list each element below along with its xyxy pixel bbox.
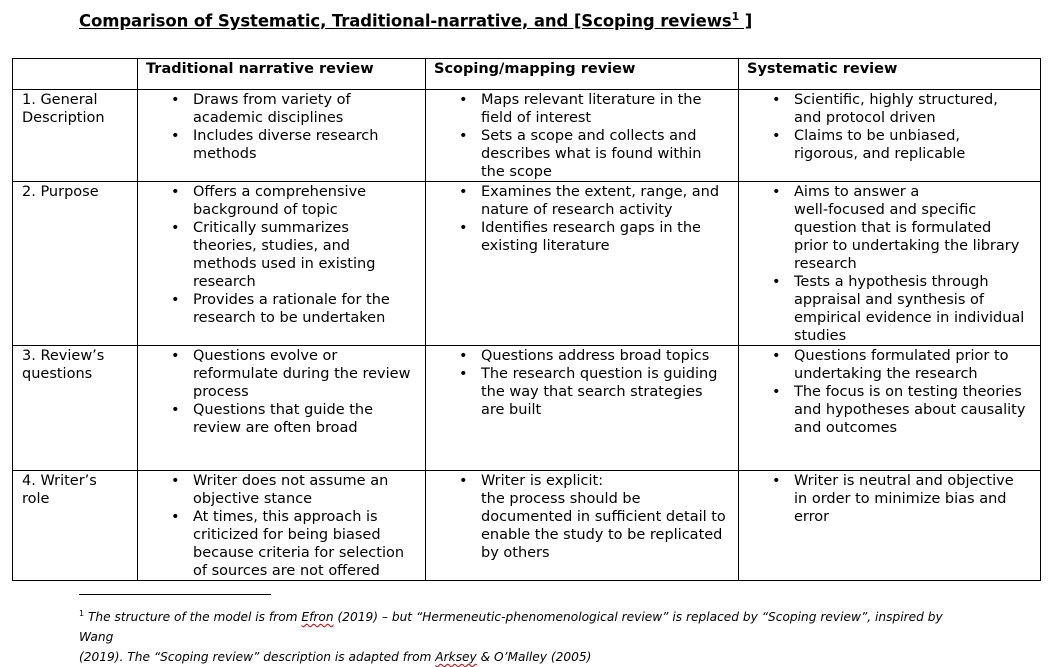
bullet-line: • Sets a scope and collects and <box>481 128 697 144</box>
bullet-line: • Identifies research gaps in the <box>481 220 701 236</box>
bullet-line: • The focus is on testing theories <box>794 384 1022 400</box>
bullet-line: research <box>193 274 256 290</box>
bullet-line: the way that search strategies <box>481 384 703 400</box>
footnote-separator <box>79 594 271 595</box>
bullet-line: the process should be <box>481 491 641 507</box>
bullet-item <box>138 347 419 401</box>
row-label <box>13 182 138 346</box>
row-label <box>13 346 138 471</box>
cell-traditional <box>138 182 426 346</box>
bullet-line: nature of research activity <box>481 202 673 218</box>
bullet-line: the scope <box>481 164 552 180</box>
table-row <box>13 471 1041 581</box>
bullet-line: • Writer does not assume an <box>193 473 389 489</box>
title-bracket-close: ] <box>739 11 753 31</box>
bullet-line: and protocol driven <box>794 110 936 126</box>
bullet-line: because criteria for selection <box>193 545 405 561</box>
cell-systematic <box>739 346 1041 471</box>
bullet-line: • Scientific, highly structured, <box>794 92 998 108</box>
row-label-line: questions <box>22 366 93 382</box>
cell-traditional <box>138 90 426 182</box>
bullet-item <box>739 91 1034 127</box>
bullet-item <box>739 383 1034 437</box>
bullet-item <box>426 183 732 219</box>
bullet-line: well-focused and specific <box>794 202 977 218</box>
bullet-line: • Claims to be unbiased, <box>794 128 961 144</box>
bullet-line: review are often broad <box>193 420 358 436</box>
bullet-line: error <box>794 509 830 525</box>
bullet-line: • Writer is neutral and objective <box>794 473 1014 489</box>
bullet-item <box>426 219 732 255</box>
bullet-line: in order to minimize bias and <box>794 491 1007 507</box>
bullet-item <box>426 347 732 365</box>
bullet-list <box>426 182 738 255</box>
bullet-item <box>426 365 732 419</box>
footnote-text-2a: (2019). The “Scoping review” description is adapted from <box>79 650 436 665</box>
footnote-author-efron: Efron <box>301 610 334 625</box>
bullet-line: background of topic <box>193 202 338 218</box>
bullet-item <box>138 183 419 219</box>
bullet-line: objective stance <box>193 491 313 507</box>
table-row <box>13 182 1041 346</box>
table-header-row <box>13 59 1041 90</box>
bullet-line: research <box>794 256 857 272</box>
bullet-line: • Critically summarizes <box>193 220 349 236</box>
table-row <box>13 90 1041 182</box>
bullet-line: are built <box>481 402 542 418</box>
row-label-line: 2. Purpose <box>22 184 99 200</box>
bullet-item <box>739 127 1034 163</box>
cell-scoping <box>426 90 739 182</box>
bullet-list <box>138 471 425 580</box>
bullet-item <box>739 472 1034 526</box>
bullet-line: • Questions address broad topics <box>481 348 710 364</box>
row-label-line: 4. Writer’s <box>22 473 97 489</box>
bullet-item <box>426 472 732 562</box>
bullet-item <box>138 472 419 508</box>
cell-systematic <box>739 182 1041 346</box>
bullet-line: field of interest <box>481 110 592 126</box>
title-footnote-mark: 1 <box>731 10 740 23</box>
bullet-item <box>138 127 419 163</box>
bullet-item <box>138 508 419 580</box>
bullet-item <box>138 291 419 327</box>
row-label-line: role <box>22 491 50 507</box>
bullet-item <box>739 273 1034 345</box>
bullet-list <box>138 346 425 437</box>
bullet-line: describes what is found within <box>481 146 702 162</box>
cell-traditional <box>138 346 426 471</box>
cell-traditional <box>138 471 426 581</box>
bullet-line: criticized for being biased <box>193 527 381 543</box>
bullet-list <box>426 346 738 419</box>
bullet-line: question that is formulated <box>794 220 992 236</box>
bullet-line: methods used in existing <box>193 256 376 272</box>
bullet-line: of sources are not offered <box>193 563 380 579</box>
bullet-line: • Offers a comprehensive <box>193 184 367 200</box>
bullet-line: • At times, this approach is <box>193 509 378 525</box>
bullet-line: undertaking the research <box>794 366 978 382</box>
footnote-line-2 <box>79 647 979 667</box>
table-body <box>13 90 1041 581</box>
bullet-line: • Aims to answer a <box>794 184 920 200</box>
row-label-line: 1. General <box>22 92 98 108</box>
bullet-item <box>138 401 419 437</box>
bullet-line: • Questions formulated prior to <box>794 348 1009 364</box>
bullet-list <box>138 182 425 327</box>
bullet-line: enable the study to be replicated <box>481 527 723 543</box>
bullet-list <box>739 471 1040 526</box>
bullet-line: • Questions evolve or <box>193 348 338 364</box>
cell-systematic <box>739 471 1041 581</box>
footnote-text-2b: & O’Malley (2005) <box>476 650 592 665</box>
bullet-list <box>739 90 1040 163</box>
row-label <box>13 471 138 581</box>
bullet-line: research to be undertaken <box>193 310 386 326</box>
bullet-line: reformulate during the review <box>193 366 411 382</box>
header-empty <box>13 59 138 90</box>
bullet-item <box>138 219 419 291</box>
bullet-item <box>426 91 732 127</box>
bullet-line: documented in sufficient detail to <box>481 509 726 525</box>
bullet-line: • Writer is explicit: <box>481 473 604 489</box>
bullet-line: and hypotheses about causality <box>794 402 1026 418</box>
bullet-list <box>426 471 738 562</box>
bullet-list <box>426 90 738 181</box>
bullet-line: • The research question is guiding <box>481 366 718 382</box>
bullet-line: • Provides a rationale for the <box>193 292 390 308</box>
bullet-line: process <box>193 384 249 400</box>
table-row <box>13 346 1041 471</box>
bullet-item <box>739 183 1034 273</box>
title-text: Comparison of Systematic, Traditional-narrative, and [Scoping reviews <box>79 11 732 31</box>
row-label-line: 3. Review’s <box>22 348 105 364</box>
row-label <box>13 90 138 182</box>
bullet-line: appraisal and synthesis of <box>794 292 984 308</box>
bullet-line: • Examines the extent, range, and <box>481 184 720 200</box>
footnote-text-1b: (2019) – but “Hermeneutic-phenomenological review” is replaced by “Scoping review”, inspired by Wang <box>79 610 943 645</box>
footnote <box>79 604 979 667</box>
bullet-line: • Maps relevant literature in the <box>481 92 702 108</box>
cell-systematic <box>739 90 1041 182</box>
comparison-table <box>12 58 1041 581</box>
bullet-line: theories, studies, and <box>193 238 350 254</box>
bullet-line: and outcomes <box>794 420 898 436</box>
cell-scoping <box>426 182 739 346</box>
page-title <box>79 10 752 31</box>
bullet-list <box>739 346 1040 437</box>
bullet-list <box>739 182 1040 345</box>
bullet-line: academic disciplines <box>193 110 344 126</box>
bullet-line: • Includes diverse research <box>193 128 379 144</box>
bullet-item <box>138 91 419 127</box>
bullet-line: • Tests a hypothesis through <box>794 274 989 290</box>
footnote-mark: 1 <box>79 609 85 618</box>
cell-scoping <box>426 346 739 471</box>
bullet-line: methods <box>193 146 257 162</box>
cell-scoping <box>426 471 739 581</box>
bullet-list <box>138 90 425 163</box>
header-systematic: Systematic review <box>739 59 1041 90</box>
footnote-line-1 <box>79 604 979 647</box>
footnote-text-1a: The structure of the model is from <box>84 610 302 625</box>
bullet-item <box>426 127 732 181</box>
bullet-line: by others <box>481 545 550 561</box>
bullet-line: • Questions that guide the <box>193 402 374 418</box>
bullet-line: rigorous, and replicable <box>794 146 966 162</box>
header-traditional: Traditional narrative review <box>138 59 426 90</box>
header-scoping: Scoping/mapping review <box>426 59 739 90</box>
bullet-line: empirical evidence in individual <box>794 310 1025 326</box>
bullet-item <box>739 347 1034 383</box>
bullet-line: existing literature <box>481 238 610 254</box>
footnote-author-arksey: Arksey <box>435 650 477 665</box>
row-label-line: Description <box>22 110 105 126</box>
bullet-line: prior to undertaking the library <box>794 238 1020 254</box>
bullet-line: studies <box>794 328 847 344</box>
bullet-line: • Draws from variety of <box>193 92 351 108</box>
